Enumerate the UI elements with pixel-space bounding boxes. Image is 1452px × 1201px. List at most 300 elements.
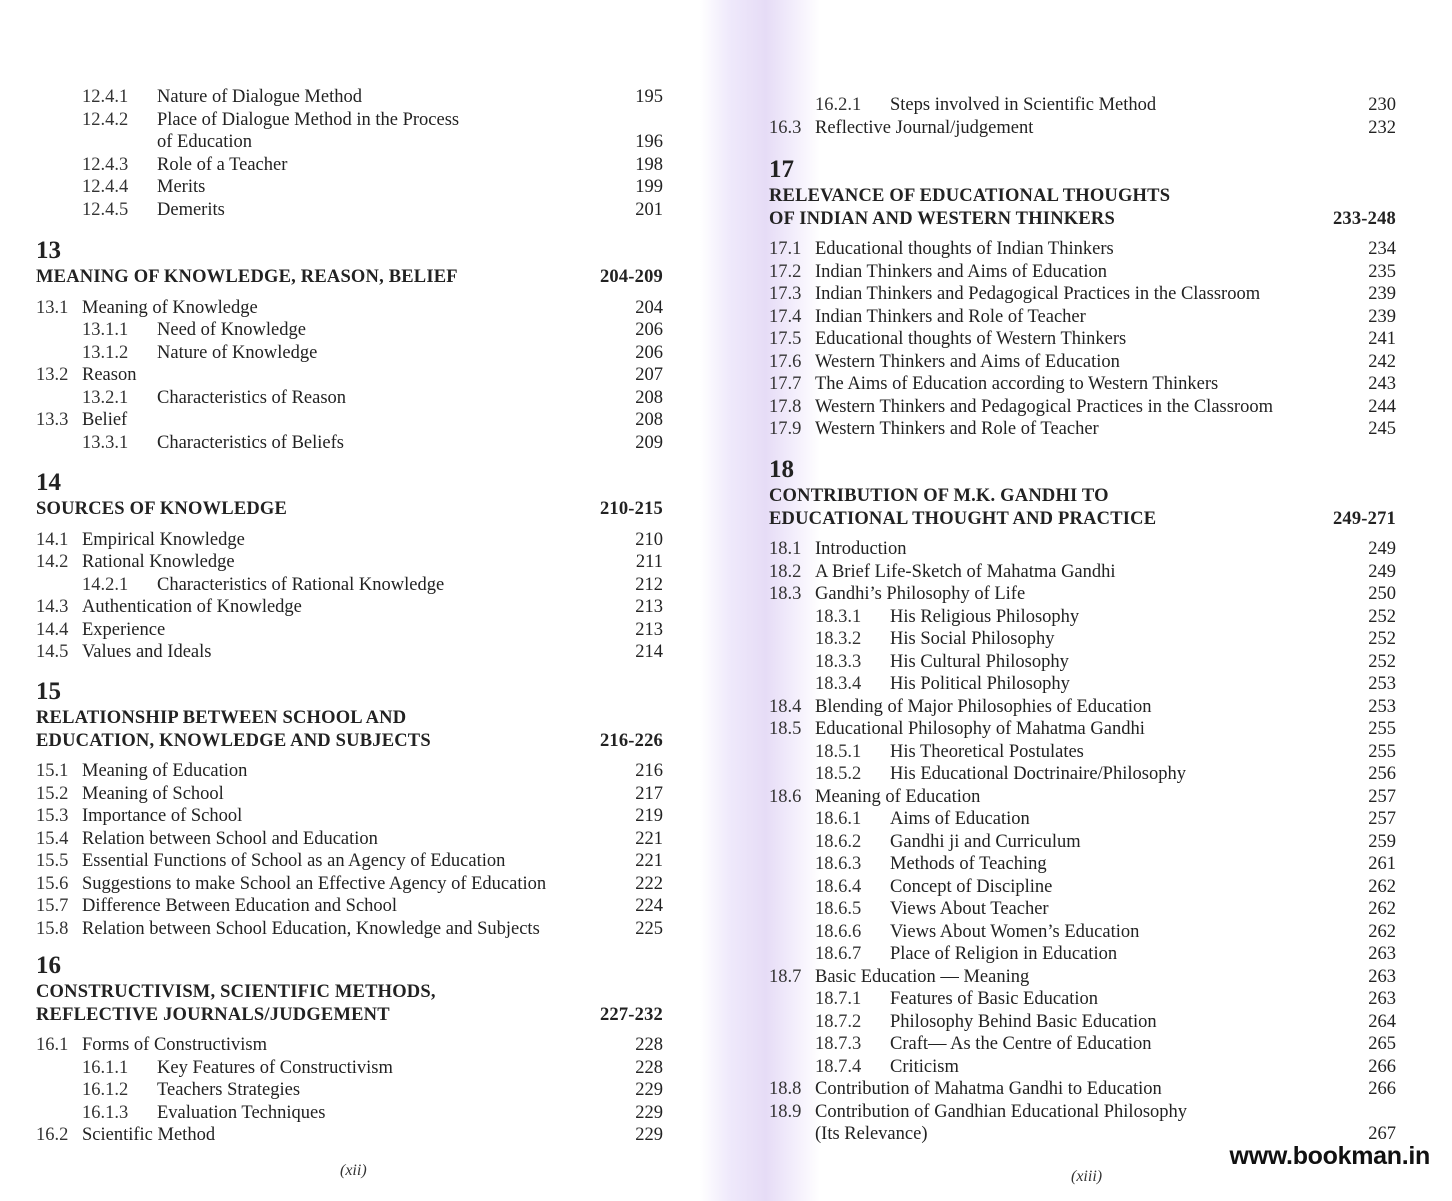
toc-entry xyxy=(769,718,1396,741)
chapter-18 xyxy=(769,455,1396,1146)
toc-entry xyxy=(36,176,663,199)
entry-number: 14.3 xyxy=(36,597,69,617)
entry-number: 18.6.3 xyxy=(815,854,862,874)
entry-page: 244 xyxy=(1368,396,1396,417)
toc-entry xyxy=(769,538,1396,561)
entry-title: Merits xyxy=(157,177,206,197)
chapter-title-line: REFLECTIVE JOURNALS/JUDGEMENT xyxy=(36,1004,390,1025)
entry-title: Western Thinkers and Role of Teacher xyxy=(815,419,1099,439)
toc-entry xyxy=(769,853,1396,876)
spacer xyxy=(36,521,663,529)
toc-entry xyxy=(36,199,663,222)
entry-number: 17.1 xyxy=(769,239,802,259)
entry-title: Indian Thinkers and Pedagogical Practices in the Classroom xyxy=(815,284,1261,304)
entry-title: Difference Between Education and School xyxy=(82,896,398,916)
entry-number: 17.4 xyxy=(769,306,802,327)
entry-page: 245 xyxy=(1368,419,1396,439)
toc-entry xyxy=(769,261,1396,284)
toc-entry xyxy=(769,808,1396,831)
toc-entry xyxy=(36,86,663,109)
entry-title: Characteristics of Beliefs xyxy=(157,432,344,453)
entry-page: 235 xyxy=(1368,261,1396,282)
entry-page: 252 xyxy=(1368,651,1396,672)
chapter-number: 17 xyxy=(769,156,794,183)
entry-number: 18.6 xyxy=(769,786,802,807)
toc-entry xyxy=(769,306,1396,329)
toc-entry xyxy=(769,418,1396,441)
right-top-entries xyxy=(769,94,1396,139)
toc-entry xyxy=(36,828,663,851)
entry-page: 196 xyxy=(635,132,663,152)
toc-entry xyxy=(769,831,1396,854)
entry-title: His Religious Philosophy xyxy=(890,606,1080,627)
toc-entry xyxy=(36,432,663,455)
entry-title: Contribution of Gandhian Educational Philosophy xyxy=(815,1101,1188,1122)
toc-entry xyxy=(769,673,1396,696)
toc-entry xyxy=(769,966,1396,989)
bookman-watermark: www.bookman.in xyxy=(1229,1142,1430,1170)
toc-entry xyxy=(36,1057,663,1080)
toc-entry xyxy=(769,238,1396,261)
entry-page: 263 xyxy=(1368,989,1396,1009)
chapter-number: 18 xyxy=(769,456,794,483)
entry-number: 18.7 xyxy=(769,966,802,987)
toc-entry xyxy=(36,551,663,574)
entry-title: Western Thinkers and Pedagogical Practices in the Classroom xyxy=(815,396,1273,417)
entry-page: 213 xyxy=(635,619,663,640)
entry-title: Nature of Knowledge xyxy=(157,342,318,363)
spacer xyxy=(769,530,1396,538)
chapter-number: 13 xyxy=(36,237,61,264)
entry-number: 12.4.1 xyxy=(82,87,129,107)
entry-title: Philosophy Behind Basic Education xyxy=(890,1011,1157,1032)
entry-page: 262 xyxy=(1368,876,1396,897)
entry-number: 12.4.4 xyxy=(82,177,129,197)
entry-page: 234 xyxy=(1368,239,1396,259)
toc-entry xyxy=(769,876,1396,899)
right-page-folio: (xiii) xyxy=(1071,1168,1103,1185)
entry-title: Meaning of Education xyxy=(815,786,981,807)
chapter-page-range: 210-215 xyxy=(599,499,663,519)
entry-title: His Theoretical Postulates xyxy=(890,741,1084,762)
entry-title: Evaluation Techniques xyxy=(157,1102,326,1123)
entry-page: 206 xyxy=(635,320,663,340)
spacer xyxy=(36,289,663,297)
toc-entry xyxy=(769,1101,1396,1124)
entry-page: 267 xyxy=(1368,1124,1396,1144)
entry-page: 221 xyxy=(635,828,663,849)
chapter-title xyxy=(36,266,663,289)
chapter-number: 15 xyxy=(36,678,61,705)
chapter-page-range: 204-209 xyxy=(599,267,663,287)
entry-page: 243 xyxy=(1368,374,1396,394)
toc-entry xyxy=(36,1079,663,1102)
toc-entry xyxy=(36,1102,663,1125)
entry-number: 14.1 xyxy=(36,529,69,550)
entry-title: Western Thinkers and Aims of Education xyxy=(815,351,1120,372)
entry-number: 13.1 xyxy=(36,297,69,318)
toc-entry xyxy=(36,319,663,342)
toc-entry xyxy=(769,561,1396,584)
entry-number: 18.6.6 xyxy=(815,921,862,942)
entry-page: 204 xyxy=(635,297,663,318)
entry-number: 18.7.3 xyxy=(815,1034,862,1054)
entry-number: 15.1 xyxy=(36,761,69,781)
chapter-13 xyxy=(36,236,663,454)
chapter-title xyxy=(36,498,663,521)
entry-number: 18.3.2 xyxy=(815,629,862,649)
entry-number: 15.5 xyxy=(36,851,69,871)
toc-entry xyxy=(36,596,663,619)
entry-number: 13.1.2 xyxy=(82,342,129,363)
entry-page: 198 xyxy=(635,154,663,175)
chapter-title-line: CONSTRUCTIVISM, SCIENTIFIC METHODS, xyxy=(36,982,436,1002)
toc-entry xyxy=(36,574,663,597)
entry-number: 14.2.1 xyxy=(82,574,129,595)
entry-page: 263 xyxy=(1368,944,1396,964)
entry-number: 18.7.4 xyxy=(815,1056,862,1077)
toc-entry xyxy=(36,641,663,664)
entry-page: 261 xyxy=(1368,854,1396,874)
chapter-15 xyxy=(36,677,663,940)
entry-title: Demerits xyxy=(157,199,225,220)
entry-title-continued: of Education xyxy=(157,132,253,152)
toc-entry xyxy=(769,1056,1396,1079)
entry-page: 255 xyxy=(1368,741,1396,762)
entry-page: 263 xyxy=(1368,966,1396,987)
entry-number: 15.3 xyxy=(36,806,69,826)
entry-title: Place of Religion in Education xyxy=(890,944,1118,964)
toc-entry xyxy=(36,850,663,873)
toc-entry xyxy=(36,783,663,806)
entry-page: 229 xyxy=(635,1125,663,1145)
toc-entry xyxy=(769,373,1396,396)
toc-entry xyxy=(769,651,1396,674)
toc-entry xyxy=(36,364,663,387)
entry-number: 18.5.2 xyxy=(815,764,862,784)
entry-page: 239 xyxy=(1368,284,1396,304)
chapter-title-line: MEANING OF KNOWLEDGE, REASON, BELIEF xyxy=(36,267,458,287)
entry-page: 256 xyxy=(1368,764,1396,784)
entry-page: 266 xyxy=(1368,1056,1396,1077)
entry-title: Views About Women’s Education xyxy=(890,921,1140,942)
entry-number: 13.2.1 xyxy=(82,387,129,408)
entry-page: 199 xyxy=(635,177,663,197)
entry-title: His Educational Doctrinaire/Philosophy xyxy=(890,764,1186,784)
entry-title: The Aims of Education according to Western Thinkers xyxy=(815,374,1219,394)
entry-number: 17.7 xyxy=(769,374,802,394)
entry-title: Nature of Dialogue Method xyxy=(157,87,362,107)
entry-number: 16.2 xyxy=(36,1125,69,1145)
entry-page: 242 xyxy=(1368,351,1396,372)
entry-title: Indian Thinkers and Role of Teacher xyxy=(815,306,1086,327)
entry-title: His Political Philosophy xyxy=(890,674,1070,694)
entry-page: 216 xyxy=(635,761,663,781)
toc-entry xyxy=(36,529,663,552)
entry-title: Educational Philosophy of Mahatma Gandhi xyxy=(815,719,1145,739)
entry-page: 228 xyxy=(635,1057,663,1078)
entry-number: 15.7 xyxy=(36,896,69,916)
entry-title: Concept of Discipline xyxy=(890,876,1053,897)
toc-entry xyxy=(36,1124,663,1147)
entry-number: 18.3.3 xyxy=(815,651,862,672)
entry-number: 13.3.1 xyxy=(82,432,129,453)
entry-title: Belief xyxy=(82,410,128,430)
entry-title: Basic Education — Meaning xyxy=(815,966,1030,987)
toc-entry xyxy=(36,805,663,828)
entry-title: Rational Knowledge xyxy=(82,552,235,572)
entry-number: 13.2 xyxy=(36,365,69,385)
entry-title: His Cultural Philosophy xyxy=(890,651,1069,672)
entry-page: 219 xyxy=(635,806,663,826)
toc-entry xyxy=(769,943,1396,966)
entry-number: 14.4 xyxy=(36,619,69,640)
entry-number: 12.4.5 xyxy=(82,199,129,220)
chapter-number: 16 xyxy=(36,952,61,979)
toc-entry xyxy=(769,1033,1396,1056)
toc-entry xyxy=(36,409,663,432)
chapter-page-range: 216-226 xyxy=(599,730,663,751)
entry-page: 252 xyxy=(1368,629,1396,649)
entry-page: 249 xyxy=(1368,561,1396,582)
entry-page: 224 xyxy=(635,896,663,916)
entry-title: Blending of Major Philosophies of Education xyxy=(815,696,1152,717)
entry-title: Reflective Journal/judgement xyxy=(815,117,1034,138)
chapter-title-line: RELATIONSHIP BETWEEN SCHOOL AND xyxy=(36,708,407,728)
entry-page: 250 xyxy=(1368,584,1396,604)
entry-title: Educational thoughts of Indian Thinkers xyxy=(815,239,1114,259)
chapter-title-line: EDUCATIONAL THOUGHT AND PRACTICE xyxy=(769,508,1157,529)
entry-number: 18.3.4 xyxy=(815,674,862,694)
entry-page: 206 xyxy=(635,342,663,363)
entry-title: Authentication of Knowledge xyxy=(82,597,302,617)
entry-page: 213 xyxy=(635,597,663,617)
entry-page: 264 xyxy=(1368,1011,1396,1032)
entry-title: Empirical Knowledge xyxy=(82,529,245,550)
entry-number: 18.6.5 xyxy=(815,899,862,919)
chapter-title-line: SOURCES OF KNOWLEDGE xyxy=(36,499,288,519)
toc-entry-continued xyxy=(36,131,663,154)
entry-title: Key Features of Constructivism xyxy=(157,1057,393,1078)
chapter-page-range: 233-248 xyxy=(1332,208,1396,229)
entry-number: 17.2 xyxy=(769,261,802,282)
entry-title: Scientific Method xyxy=(82,1125,216,1145)
entry-number: 17.8 xyxy=(769,396,802,417)
toc-entry xyxy=(769,786,1396,809)
entry-title: Importance of School xyxy=(82,806,243,826)
entry-page: 257 xyxy=(1368,809,1396,829)
toc-entry xyxy=(769,763,1396,786)
entry-page: 252 xyxy=(1368,606,1396,627)
toc-entry xyxy=(36,918,663,941)
entry-number: 18.6.7 xyxy=(815,944,862,964)
entry-title: Role of a Teacher xyxy=(157,154,288,175)
toc-entry xyxy=(769,1078,1396,1101)
entry-page: 232 xyxy=(1368,117,1396,138)
spacer xyxy=(36,1026,663,1034)
entry-number: 14.5 xyxy=(36,642,69,662)
entry-number: 18.3 xyxy=(769,584,802,604)
entry-page: 222 xyxy=(635,873,663,894)
entry-number: 15.8 xyxy=(36,918,69,939)
entry-title-continued: (Its Relevance) xyxy=(815,1124,928,1144)
entry-page: 228 xyxy=(635,1035,663,1055)
chapter-16 xyxy=(36,951,663,1147)
entry-page: 253 xyxy=(1368,696,1396,717)
entry-title: Characteristics of Rational Knowledge xyxy=(157,574,445,595)
entry-title: Craft— As the Centre of Education xyxy=(890,1034,1152,1054)
entry-page: 255 xyxy=(1368,719,1396,739)
entry-number: 18.9 xyxy=(769,1101,802,1122)
toc-entry xyxy=(769,606,1396,629)
entry-page: 266 xyxy=(1368,1079,1396,1099)
entry-number: 16.1.2 xyxy=(82,1080,129,1100)
entry-number: 16.1.3 xyxy=(82,1102,129,1123)
entry-number: 17.9 xyxy=(769,419,802,439)
spacer xyxy=(769,230,1396,238)
entry-number: 18.4 xyxy=(769,696,802,717)
toc-entry xyxy=(769,396,1396,419)
entry-title: Characteristics of Reason xyxy=(157,387,347,408)
left-top-entries xyxy=(36,86,663,221)
entry-number: 18.5 xyxy=(769,719,802,739)
entry-page: 211 xyxy=(635,552,663,572)
entry-title: Views About Teacher xyxy=(890,899,1049,919)
entry-number: 18.6.4 xyxy=(815,876,862,897)
entry-page: 259 xyxy=(1368,831,1396,852)
entry-title: A Brief Life-Sketch of Mahatma Gandhi xyxy=(815,561,1116,582)
entry-number: 18.6.1 xyxy=(815,809,862,829)
spacer xyxy=(36,752,663,760)
chapter-title xyxy=(769,485,1396,530)
entry-page: 253 xyxy=(1368,674,1396,694)
entry-page: 229 xyxy=(635,1080,663,1100)
entry-page: 262 xyxy=(1368,921,1396,942)
entry-page: 257 xyxy=(1368,786,1396,807)
entry-number: 16.1 xyxy=(36,1035,69,1055)
chapter-title xyxy=(36,707,663,752)
toc-entry xyxy=(36,760,663,783)
entry-number: 18.8 xyxy=(769,1079,802,1099)
entry-number: 15.2 xyxy=(36,783,69,804)
entry-title: Need of Knowledge xyxy=(157,320,306,340)
entry-title: Meaning of Education xyxy=(82,761,248,781)
entry-number: 15.4 xyxy=(36,828,69,849)
toc-entry xyxy=(36,873,663,896)
entry-title: Features of Basic Education xyxy=(890,989,1099,1009)
entry-number: 17.5 xyxy=(769,329,802,349)
chapter-title-line: EDUCATION, KNOWLEDGE AND SUBJECTS xyxy=(36,730,431,751)
entry-title: Indian Thinkers and Aims of Education xyxy=(815,261,1108,282)
entry-number: 14.2 xyxy=(36,552,69,572)
entry-title: Meaning of Knowledge xyxy=(82,297,258,318)
toc-entry xyxy=(36,154,663,177)
toc-entry xyxy=(769,94,1396,117)
entry-title: Place of Dialogue Method in the Process xyxy=(157,109,460,130)
toc-entry xyxy=(36,297,663,320)
chapter-17 xyxy=(769,155,1396,441)
entry-number: 17.6 xyxy=(769,351,802,372)
chapter-title-line: OF INDIAN AND WESTERN THINKERS xyxy=(769,208,1115,229)
entry-number: 16.3 xyxy=(769,117,802,138)
entry-page: 262 xyxy=(1368,899,1396,919)
entry-number: 17.3 xyxy=(769,284,802,304)
toc-entry xyxy=(36,895,663,918)
chapter-title xyxy=(769,185,1396,230)
entry-title: Relation between School Education, Knowledge and Subjects xyxy=(82,918,540,939)
entry-number: 12.4.2 xyxy=(82,109,129,130)
toc-entry xyxy=(769,351,1396,374)
entry-title: Aims of Education xyxy=(890,809,1030,829)
entry-number: 16.2.1 xyxy=(815,95,862,115)
entry-title: Meaning of School xyxy=(82,783,224,804)
entry-page: 265 xyxy=(1368,1034,1396,1054)
entry-number: 15.6 xyxy=(36,873,69,894)
entry-title: His Social Philosophy xyxy=(890,629,1055,649)
toc-entry xyxy=(36,1034,663,1057)
entry-page: 249 xyxy=(1368,539,1396,559)
toc-entry xyxy=(36,342,663,365)
entry-title: Introduction xyxy=(815,539,907,559)
toc-entry xyxy=(769,988,1396,1011)
toc-entry xyxy=(769,1011,1396,1034)
entry-page: 241 xyxy=(1368,329,1396,349)
entry-page: 208 xyxy=(635,387,663,408)
entry-title: Gandhi’s Philosophy of Life xyxy=(815,584,1026,604)
entry-title: Reason xyxy=(82,365,137,385)
chapter-title xyxy=(36,981,663,1026)
entry-title: Criticism xyxy=(890,1056,959,1077)
entry-number: 13.3 xyxy=(36,410,69,430)
toc-entry xyxy=(769,628,1396,651)
chapter-number: 14 xyxy=(36,469,61,496)
toc-entry xyxy=(769,921,1396,944)
entry-title: Suggestions to make School an Effective Agency of Education xyxy=(82,873,547,894)
entry-page: 207 xyxy=(635,365,663,385)
entry-number: 13.1.1 xyxy=(82,320,129,340)
toc-entry xyxy=(36,387,663,410)
entry-page: 239 xyxy=(1368,306,1396,327)
toc-entry xyxy=(769,741,1396,764)
entry-page: 209 xyxy=(635,432,663,453)
chapter-page-range: 227-232 xyxy=(599,1004,663,1025)
entry-page: 208 xyxy=(635,410,663,430)
entry-page: 214 xyxy=(635,642,663,662)
toc-entry xyxy=(769,328,1396,351)
entry-number: 18.3.1 xyxy=(815,606,862,627)
entry-title: Forms of Constructivism xyxy=(82,1035,268,1055)
entry-title: Gandhi ji and Curriculum xyxy=(890,831,1081,852)
entry-number: 18.6.2 xyxy=(815,831,862,852)
entry-page: 229 xyxy=(635,1102,663,1123)
entry-page: 225 xyxy=(635,918,663,939)
toc-entry xyxy=(36,619,663,642)
chapter-page-range: 249-271 xyxy=(1332,508,1396,529)
entry-title: Steps involved in Scientific Method xyxy=(890,95,1157,115)
entry-page: 230 xyxy=(1368,95,1396,115)
toc-entry xyxy=(769,696,1396,719)
entry-title: Relation between School and Education xyxy=(82,828,378,849)
entry-page: 195 xyxy=(635,87,663,107)
toc-entry xyxy=(769,583,1396,606)
entry-title: Experience xyxy=(82,619,166,640)
entry-number: 12.4.3 xyxy=(82,154,129,175)
entry-page: 201 xyxy=(635,199,663,220)
entry-title: Teachers Strategies xyxy=(157,1080,301,1100)
entry-page: 210 xyxy=(635,529,663,550)
toc-entry xyxy=(769,283,1396,306)
chapter-title-line: CONTRIBUTION OF M.K. GANDHI TO xyxy=(769,486,1109,506)
